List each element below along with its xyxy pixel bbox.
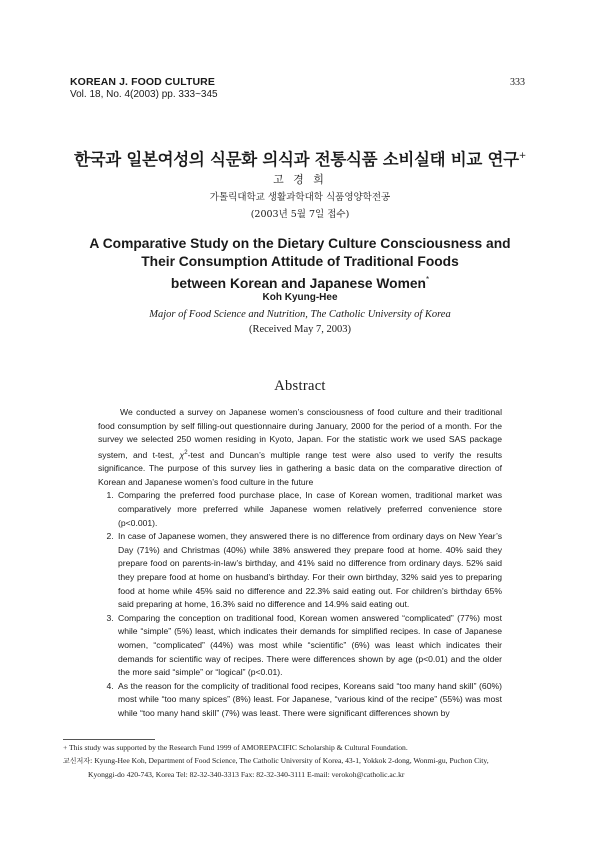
korean-title-mark: + [518,151,526,161]
english-title-line-3-text: between Korean and Japanese Women [170,276,426,291]
chi-symbol: χ [179,449,185,460]
findings-list [98,489,502,720]
english-title-mark: * [425,275,430,284]
finding-item: 4. As the reason for the complicity of traditional food recipes, Koreans said “too many hand skill” (60%) most while “too many spices” (8%) least. For Japanese, “various kind of the recipe” (55%) was most while “too many hand skill” (7%) was least. There were significant differences shown by [116,680,502,721]
abstract-intro-part-1: We conducted a survey on Japanese women’s consciousness of food culture and their traditional food consumption by self filling-out questionnaire during January, 2000 for the period of a month. For the survey we selected 250 women residing in Kyoto, Japan. For the statistic work we used SAS package system, and t-test, [98,407,502,460]
corresponding-label: 교신저자: [63,757,93,765]
korean-received-date: (2003년 5월 7일 접수) [250,209,350,220]
footnotes [63,741,541,781]
chi-exponent: 2 [184,449,188,456]
english-title [0,235,600,293]
corresponding-line-2: Kyonggi-do 420-743, Korea Tel: 82-32-340-3313 Fax: 82-32-340-3111 E-mail: verokoh@catholic.ac.kr [88,770,405,779]
funding-footnote: + This study was supported by the Research Fund 1999 of AMOREPACIFIC Scholarship & Cultural Foundation. [63,743,408,752]
footnote-divider [63,739,155,740]
korean-title-text: 한국과 일본여성의 식문화 의식과 전통식품 소비실태 비교 연구 [74,150,519,169]
korean-title [0,146,600,170]
journal-name: KOREAN J. FOOD CULTURE [70,76,215,88]
english-title-line-1: A Comparative Study on the Dietary Culture Consciousness and [89,236,511,251]
finding-item: 2. In case of Japanese women, they answered there is no difference from ordinary days on New Year’s Day (71%) and Christmas (40%) while 38% answered they prepare food at home. 40% said they prepare food on parents-in-law’s birthday, and 41% said no difference from ordinary days. 52% said they prepare food at home on husband’s birthday. For their own birthday, 32% said yes to preparing food at home while 45% said no difference and 22.3% said eating out. For children’s birthday 65% said preparing at home, 16.3% said no difference and 14.9% said eating out. [116,530,502,612]
english-affiliation: Major of Food Science and Nutrition, The Catholic University of Korea [149,309,451,320]
finding-item: 3. Comparing the conception on traditional food, Korean women answered “complicated” (77%) most while “simple” (5%) least, which indicates their demands for simplified recipes. In case of Japanese women, “complicated” (44%) was most while “scientific” (6%) was least which indicates their demands for scientific way of recipes. There were differences shown by age (p<0.01) and the older the more said “simple” or “logical” (p<0.01). [116,612,502,680]
abstract-body [98,406,502,721]
page-number: 333 [510,77,525,88]
abstract-intro-part-2: -test and Duncan’s multiple range test were also used to verify the results significance. The purpose of this survey lies in gathering a basic data on the comparative direction of Korean and Japanese women’s food culture in the future [98,449,503,487]
corresponding-line-1: Kyung-Hee Koh, Department of Food Science, The Catholic University of Korea, 43-1, Yokkok 2-dong, Wonmi-gu, Puchon City, [94,756,489,765]
english-title-line-2: Their Consumption Attitude of Traditional Foods [141,254,459,269]
journal-header [70,76,218,100]
english-author: Koh Kyung-Hee [262,292,338,303]
english-received-date: (Received May 7, 2003) [248,324,352,335]
korean-affiliation: 가톨릭대학교 생활과학대학 식품영양학전공 [209,192,391,203]
abstract-heading: Abstract [274,378,326,394]
english-title-line-3 [0,271,600,293]
finding-item: 1. Comparing the preferred food purchase place, In case of Korean women, traditional market was comparatively more preferred while Japanese women relatively preferred convenience store (p<0.001). [116,489,502,530]
corresponding-author [63,754,541,768]
korean-author: 고 경 희 [273,173,327,186]
volume-info: Vol. 18, No. 4(2003) pp. 333~345 [70,89,218,100]
abstract-intro [98,406,502,489]
